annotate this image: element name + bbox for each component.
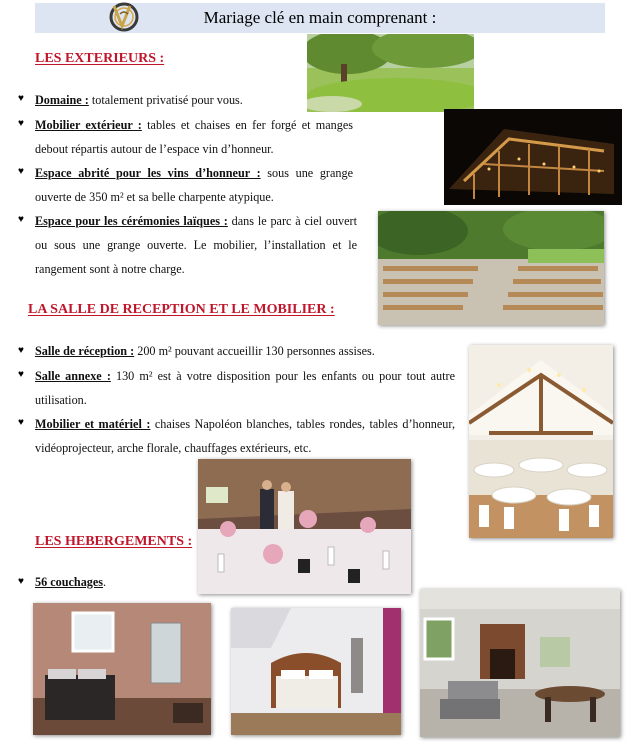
page-title: Mariage clé en main comprenant : — [203, 8, 437, 27]
item-mobilier-exterieur: Mobilier extérieur : tables et chaises en fer forgé et manges debout répartis autour de l’espace vin d’honneur. — [35, 118, 353, 156]
heading-hebergements: LES HEBERGEMENTS : — [35, 534, 193, 549]
photo-reception-hall — [469, 345, 613, 538]
item-salle-annexe: Salle annexe : 130 m² est à votre disposition pour les enfants ou pour tout autre utilisation. — [35, 369, 455, 407]
photo-bedroom-1 — [33, 603, 211, 735]
photo-barn-night — [444, 109, 622, 205]
bullet-heart-icon: ♥ — [18, 166, 24, 177]
heading-salle: LA SALLE DE RECEPTION ET LE MOBILIER : — [28, 302, 335, 317]
bullet-heart-icon: ♥ — [18, 576, 24, 587]
bullet-heart-icon: ♥ — [18, 417, 24, 428]
item-mobilier-materiel: Mobilier et matériel : chaises Napoléon blanches, tables rondes, tables d’honneur, vidéoprojecteur, arche florale, chauffages extérieurs, etc. — [35, 417, 455, 455]
photo-living-room — [420, 589, 620, 737]
bullet-heart-icon: ♥ — [18, 369, 24, 380]
bullet-heart-icon: ♥ — [18, 345, 24, 356]
bullet-heart-icon: ♥ — [18, 93, 24, 104]
photo-bedroom-2 — [231, 608, 401, 735]
heading-exterieurs: LES EXTERIEURS : — [35, 51, 165, 66]
item-couchages: 56 couchages. — [35, 575, 107, 589]
item-salle-reception: Salle de réception : 200 m² pouvant accueillir 130 personnes assises. — [35, 344, 375, 358]
item-ceremonies: Espace pour les cérémonies laïques : dans le parc à ciel ouvert ou sous une grange ouverte. Le mobilier, l’installation et le rangement sont à notre charge. — [35, 214, 357, 276]
bullet-heart-icon: ♥ — [18, 118, 24, 129]
photo-park — [307, 34, 474, 112]
bullet-heart-icon: ♥ — [18, 214, 24, 225]
logo-emblem — [100, 0, 142, 34]
item-espace-abrite: Espace abrité pour les vins d’honneur : sous une grange ouverte de 350 m² et sa belle charpente atypique. — [35, 166, 353, 204]
item-domaine: Domaine : totalement privatisé pour vous. — [35, 93, 243, 107]
photo-ceremony-benches — [378, 211, 604, 325]
